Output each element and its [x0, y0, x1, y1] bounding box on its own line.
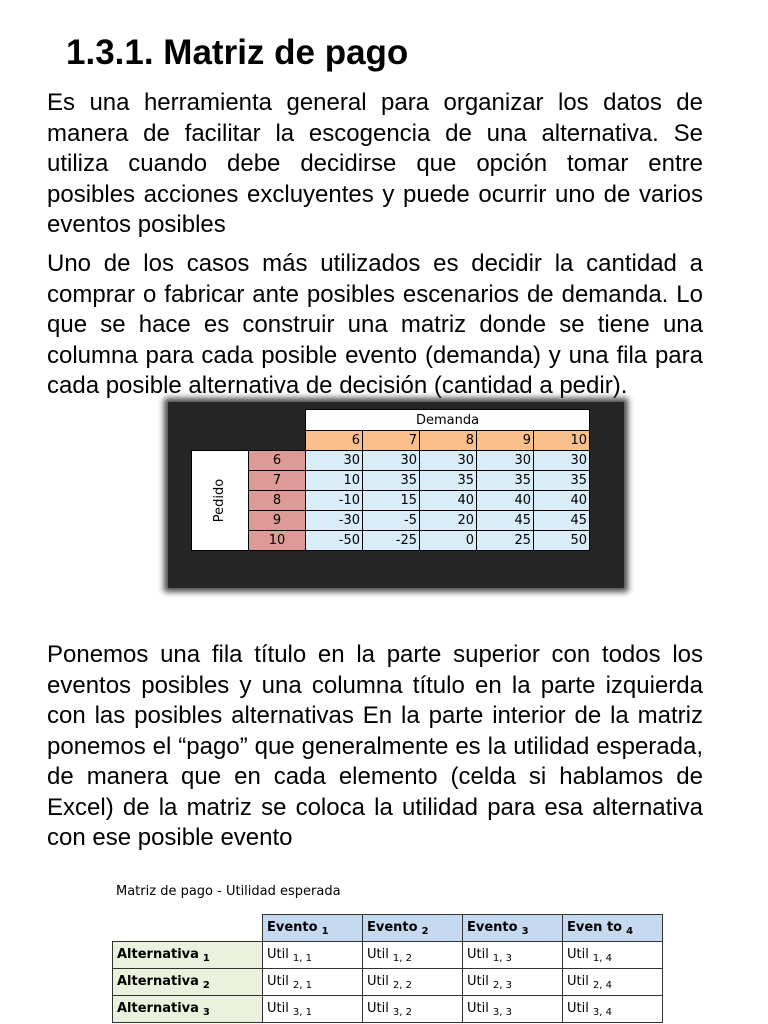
utility-cell	[363, 942, 463, 969]
payoff-cell: -50	[306, 531, 363, 551]
utility-label: Util	[267, 946, 289, 962]
payoff-cell: 35	[477, 471, 534, 491]
payoff-cell: 0	[420, 531, 477, 551]
event-label: Even to	[567, 919, 623, 935]
utility-cell	[263, 996, 363, 1023]
alternative-header	[113, 996, 263, 1023]
payoff-cell: 15	[363, 491, 420, 511]
utility-subscript: 2, 2	[392, 979, 412, 991]
payoff-cell: 30	[477, 451, 534, 471]
utility-label: Util	[467, 946, 489, 962]
event-subscript: 2	[421, 925, 429, 937]
page-title: 1.3.1. Matriz de pago	[66, 33, 409, 72]
payoff-cell: 40	[534, 491, 590, 511]
payoff-cell: 35	[363, 471, 420, 491]
utility-cell	[563, 942, 663, 969]
intro-paragraph: Es una herramienta general para organizar los datos de manera de facilitar la escogencia de una alternativa. Se utiliza cuando debe decidirse que opción tomar entre posibles acciones excluyentes y puede ocurrir uno de varios eventos posibles	[47, 89, 703, 238]
alternative-subscript: 2	[202, 979, 210, 991]
demand-value-header: 8	[420, 431, 477, 451]
alternative-subscript: 1	[202, 952, 210, 964]
utility-label: Util	[467, 1000, 489, 1016]
payoff-cell: 40	[477, 491, 534, 511]
order-value-header: 6	[249, 451, 306, 471]
demand-case-paragraph: Uno de los casos más utilizados es decidir la cantidad a comprar o fabricar ante posibles escenarios de demanda. Lo que se hace es construir una matriz donde se tiene una columna para cada posible evento (demanda) y una fila para cada posible alternativa de decisión (cantidad a pedir).	[47, 250, 703, 399]
demand-matrix-table	[191, 409, 590, 551]
payoff-cell: 40	[420, 491, 477, 511]
utility-cell	[363, 969, 463, 996]
demand-value-header: 7	[363, 431, 420, 451]
event-header	[363, 915, 463, 942]
payoff-cell: -30	[306, 511, 363, 531]
event-label: Evento	[267, 919, 318, 935]
alternative-header	[113, 942, 263, 969]
payoff-cell: -10	[306, 491, 363, 511]
utility-cell	[263, 969, 363, 996]
order-header	[192, 451, 249, 551]
utility-label: Util	[567, 1000, 589, 1016]
utility-subscript: 2, 1	[292, 979, 312, 991]
utility-cell	[463, 969, 563, 996]
utility-cell	[263, 942, 363, 969]
utility-cell	[463, 996, 563, 1023]
alternative-label: Alternativa	[117, 946, 199, 962]
event-header	[563, 915, 663, 942]
utility-subscript: 1, 3	[492, 952, 512, 964]
utility-subscript: 1, 1	[292, 952, 312, 964]
demand-value-header: 6	[306, 431, 363, 451]
alternative-header	[113, 969, 263, 996]
utility-label: Util	[567, 973, 589, 989]
payoff-cell: 20	[420, 511, 477, 531]
payoff-cell: 50	[534, 531, 590, 551]
event-subscript: 3	[521, 925, 529, 937]
corner-cell	[113, 915, 263, 942]
payoff-cell: 45	[534, 511, 590, 531]
order-header-label: Pedido	[212, 478, 228, 523]
payoff-cell: 30	[363, 451, 420, 471]
payoff-cell: 25	[477, 531, 534, 551]
alternative-subscript: 3	[202, 1006, 210, 1018]
payoff-cell: 30	[534, 451, 590, 471]
utility-subscript: 2, 4	[592, 979, 612, 991]
payoff-matrix-table	[112, 914, 663, 1023]
utility-subscript: 3, 2	[392, 1006, 412, 1018]
utility-cell	[463, 942, 563, 969]
utility-label: Util	[267, 973, 289, 989]
payoff-cell: -5	[363, 511, 420, 531]
event-label: Evento	[467, 919, 518, 935]
payoff-cell: 45	[477, 511, 534, 531]
payoff-cell: 30	[306, 451, 363, 471]
payoff-explanation-paragraph: Ponemos una fila título en la parte superior con todos los eventos posibles y una columna título en la parte izquierda con las posibles alternativas En la parte interior de la matriz ponemos el “pago” que generalmente es la utilidad esperada, de manera que en cada elemento (celda si hablamos de Excel) de la matriz se coloca la utilidad para esa alternativa con ese posible evento	[47, 641, 703, 851]
utility-subscript: 2, 3	[492, 979, 512, 991]
order-value-header: 7	[249, 471, 306, 491]
order-value-header: 9	[249, 511, 306, 531]
utility-subscript: 3, 3	[492, 1006, 512, 1018]
alternative-label: Alternativa	[117, 973, 199, 989]
utility-label: Util	[367, 973, 389, 989]
demand-matrix-figure	[168, 402, 624, 588]
demand-value-header: 10	[534, 431, 590, 451]
payoff-cell: -25	[363, 531, 420, 551]
event-header	[463, 915, 563, 942]
blank-cell	[192, 431, 249, 451]
payoff-cell: 35	[534, 471, 590, 491]
utility-cell	[563, 996, 663, 1023]
utility-label: Util	[367, 1000, 389, 1016]
payoff-cell: 10	[306, 471, 363, 491]
payoff-cell: 35	[420, 471, 477, 491]
payoff-matrix-caption: Matriz de pago - Utilidad esperada	[116, 884, 341, 899]
order-value-header: 10	[249, 531, 306, 551]
utility-label: Util	[267, 1000, 289, 1016]
blank-cell	[192, 410, 249, 431]
utility-label: Util	[367, 946, 389, 962]
event-subscript: 1	[321, 925, 329, 937]
utility-subscript: 3, 1	[292, 1006, 312, 1018]
utility-subscript: 1, 4	[592, 952, 612, 964]
demand-value-header: 9	[477, 431, 534, 451]
blank-cell	[249, 431, 306, 451]
event-label: Evento	[367, 919, 418, 935]
utility-cell	[363, 996, 463, 1023]
event-subscript: 4	[626, 925, 634, 937]
utility-label: Util	[467, 973, 489, 989]
alternative-label: Alternativa	[117, 1000, 199, 1016]
utility-label: Util	[567, 946, 589, 962]
blank-cell	[249, 410, 306, 431]
utility-subscript: 1, 2	[392, 952, 412, 964]
payoff-cell: 30	[420, 451, 477, 471]
utility-subscript: 3, 4	[592, 1006, 612, 1018]
event-header	[263, 915, 363, 942]
utility-cell	[563, 969, 663, 996]
order-value-header: 8	[249, 491, 306, 511]
demand-header: Demanda	[306, 410, 590, 431]
